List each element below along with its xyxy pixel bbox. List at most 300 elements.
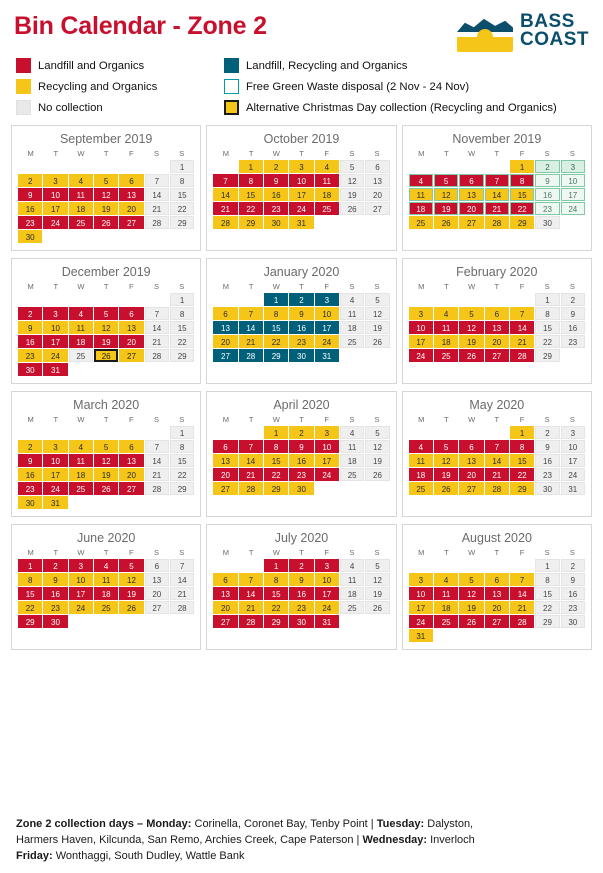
day-cell: 18 [434, 601, 458, 614]
dow-label: T [103, 149, 109, 158]
day-cell: 30 [18, 496, 42, 509]
day-cell: 2 [264, 160, 288, 173]
dow-label: S [349, 149, 355, 158]
day-cell: 5 [459, 573, 483, 586]
dow-label: M [222, 415, 230, 424]
dow-label: S [569, 548, 575, 557]
day-cell: 15 [264, 454, 288, 467]
day-cell: 4 [315, 160, 339, 173]
day-cell: 6 [119, 440, 143, 453]
day-cell: 6 [119, 174, 143, 187]
day-cell: 30 [18, 230, 42, 243]
day-of-week-header [213, 149, 389, 160]
day-cell: 4 [409, 440, 433, 453]
calendar-grid [0, 123, 603, 650]
day-cell: 6 [119, 307, 143, 320]
day-cell: 8 [535, 573, 559, 586]
day-cell: 16 [18, 335, 42, 348]
day-cell: 21 [485, 468, 509, 481]
dow-label: T [494, 415, 500, 424]
day-cell: 9 [289, 440, 313, 453]
day-cell: 15 [510, 454, 534, 467]
day-cell: 6 [213, 307, 237, 320]
day-cell: 20 [145, 587, 169, 600]
legend-item-green-waste [224, 77, 589, 96]
day-of-week-header [409, 149, 585, 160]
day-cell: 20 [365, 188, 389, 201]
dow-label: F [129, 282, 134, 291]
day-cell: 16 [535, 188, 559, 201]
day-cell: 25 [94, 601, 118, 614]
day-cell: 24 [409, 615, 433, 628]
dow-label: T [103, 415, 109, 424]
day-cell: 20 [119, 468, 143, 481]
day-cell: 9 [289, 573, 313, 586]
day-cell: 27 [119, 349, 143, 362]
day-cell: 22 [510, 468, 534, 481]
day-cell: 6 [365, 160, 389, 173]
day-cell: 2 [289, 426, 313, 439]
day-of-week-header [213, 282, 389, 293]
day-cell: 24 [43, 349, 67, 362]
day-cell: 4 [69, 174, 93, 187]
day-cell: 29 [510, 482, 534, 495]
day-cell: 17 [315, 454, 339, 467]
day-cell: 22 [264, 468, 288, 481]
day-cells [213, 293, 389, 362]
dow-label: F [324, 149, 329, 158]
day-cell: 19 [365, 454, 389, 467]
day-cell: 24 [289, 202, 313, 215]
dow-label: W [468, 282, 476, 291]
day-cell: 19 [459, 601, 483, 614]
day-cell: 13 [485, 587, 509, 600]
day-cell: 18 [94, 587, 118, 600]
day-cell: 14 [239, 587, 263, 600]
day-cell-empty [69, 426, 93, 439]
day-cell: 11 [69, 188, 93, 201]
dow-label: T [444, 415, 449, 424]
day-cells [18, 160, 194, 243]
day-cell: 3 [43, 307, 67, 320]
day-cell-empty [43, 426, 67, 439]
dow-label: T [248, 548, 254, 557]
day-cells [213, 160, 389, 229]
day-cell: 6 [213, 440, 237, 453]
legend-label: Alternative Christmas Day collection (Recycling and Organics) [246, 101, 557, 114]
day-cell: 9 [561, 573, 585, 586]
day-cell: 8 [170, 440, 194, 453]
day-cell: 31 [289, 216, 313, 229]
day-cell: 10 [43, 454, 67, 467]
day-cell: 2 [18, 174, 42, 187]
day-cell: 11 [315, 174, 339, 187]
dow-label: F [324, 415, 329, 424]
day-cell: 22 [264, 335, 288, 348]
day-cell: 2 [561, 293, 585, 306]
day-cell: 5 [94, 174, 118, 187]
dow-label: M [222, 548, 230, 557]
day-cell: 11 [434, 321, 458, 334]
legend [0, 52, 603, 123]
day-cell: 19 [94, 202, 118, 215]
dow-label: M [418, 415, 425, 424]
day-cell: 13 [213, 321, 237, 334]
day-cell: 7 [510, 307, 534, 320]
day-cell: 28 [239, 482, 263, 495]
day-cells [213, 559, 389, 628]
day-cell: 7 [239, 307, 263, 320]
day-cell: 14 [145, 188, 169, 201]
dow-label: M [418, 282, 425, 291]
day-cell: 21 [145, 202, 169, 215]
month-title: September 2019 [59, 132, 153, 146]
day-cell: 13 [459, 188, 483, 201]
month-title: March 2020 [73, 398, 140, 412]
day-cell: 15 [18, 587, 42, 600]
day-cell: 12 [365, 307, 389, 320]
dow-label: T [299, 282, 304, 291]
day-cell: 1 [510, 426, 534, 439]
day-cell: 26 [94, 216, 118, 229]
dow-label: S [374, 415, 380, 424]
month-title: July 2020 [274, 531, 329, 545]
day-cell: 13 [485, 321, 509, 334]
day-cell: 2 [535, 426, 559, 439]
day-cell-empty [510, 559, 534, 572]
day-cell: 23 [561, 335, 585, 348]
day-cell: 16 [561, 321, 585, 334]
day-cell: 14 [485, 454, 509, 467]
day-cell: 28 [145, 482, 169, 495]
day-cell: 28 [239, 615, 263, 628]
day-cells [18, 426, 194, 509]
day-cell: 26 [340, 202, 364, 215]
dow-label: T [444, 149, 449, 158]
day-cell-empty [69, 160, 93, 173]
dow-label: T [103, 548, 109, 557]
day-cell: 31 [43, 496, 67, 509]
dow-label: W [468, 149, 476, 158]
day-cell: 17 [315, 321, 339, 334]
day-cell: 23 [289, 335, 313, 348]
legend-item-no-collection [16, 98, 216, 117]
day-cell: 10 [43, 321, 67, 334]
day-cell-empty [18, 293, 42, 306]
day-cell: 8 [170, 307, 194, 320]
day-cell: 1 [170, 293, 194, 306]
day-cell: 9 [535, 440, 559, 453]
legend-swatch-icon [224, 79, 239, 94]
day-cell: 7 [239, 573, 263, 586]
day-cell: 16 [43, 587, 67, 600]
day-cell-empty [18, 160, 42, 173]
day-cell: 7 [145, 307, 169, 320]
footer-bold-friday: Friday: [16, 850, 53, 863]
day-cell-empty [485, 559, 509, 572]
legend-swatch-icon [16, 58, 31, 73]
day-cell: 28 [485, 216, 509, 229]
day-cell: 30 [289, 615, 313, 628]
day-cell: 4 [434, 307, 458, 320]
month-card [11, 391, 201, 517]
day-cell: 23 [535, 468, 559, 481]
footer-line-3 [16, 849, 589, 865]
month-title: February 2020 [456, 265, 538, 279]
legend-label: Free Green Waste disposal (2 Nov - 24 Nov) [246, 80, 470, 93]
day-cell: 25 [340, 601, 364, 614]
day-cell: 9 [264, 174, 288, 187]
day-cell: 20 [459, 202, 483, 215]
day-cell: 26 [365, 335, 389, 348]
day-cell: 13 [119, 454, 143, 467]
dow-label: S [154, 149, 160, 158]
day-cell-empty [213, 293, 237, 306]
day-cell: 25 [69, 349, 93, 362]
day-cell: 10 [409, 587, 433, 600]
day-cell-empty [434, 559, 458, 572]
dow-label: F [129, 548, 134, 557]
day-cell: 10 [409, 321, 433, 334]
day-cell: 25 [409, 216, 433, 229]
footer-line-1 [16, 817, 589, 833]
day-cell: 5 [365, 293, 389, 306]
legend-item-recycling-organics [16, 77, 216, 96]
day-cell: 5 [365, 426, 389, 439]
day-of-week-header [213, 548, 389, 559]
day-cell: 24 [409, 349, 433, 362]
legend-swatch-icon [224, 58, 239, 73]
day-cell: 29 [535, 615, 559, 628]
day-cell: 17 [43, 335, 67, 348]
day-cell: 10 [315, 307, 339, 320]
logo-mark-icon [457, 10, 513, 52]
day-cell: 6 [213, 573, 237, 586]
dow-label: T [53, 415, 59, 424]
day-cell: 21 [239, 335, 263, 348]
day-cell: 16 [289, 321, 313, 334]
dow-label: W [77, 415, 85, 424]
day-cell: 17 [561, 454, 585, 467]
logo-wordmark [520, 10, 589, 50]
day-cell: 5 [434, 174, 458, 187]
dow-label: T [248, 149, 254, 158]
footer-text-tuesday: Dalyston, [424, 818, 474, 831]
day-cell: 26 [94, 482, 118, 495]
day-cell: 11 [409, 454, 433, 467]
day-of-week-header [409, 415, 585, 426]
day-cell: 19 [365, 321, 389, 334]
month-card [402, 258, 592, 384]
day-cell: 23 [18, 349, 42, 362]
day-cell-empty [434, 426, 458, 439]
month-card [402, 524, 592, 650]
day-cell-empty [409, 559, 433, 572]
day-cell: 8 [170, 174, 194, 187]
day-cell: 16 [535, 454, 559, 467]
day-cell: 16 [264, 188, 288, 201]
dow-label: W [77, 149, 85, 158]
day-cell: 22 [239, 202, 263, 215]
day-cell: 5 [119, 559, 143, 572]
legend-label: No collection [38, 101, 103, 114]
dow-label: M [27, 548, 34, 557]
dow-label: M [222, 149, 230, 158]
day-of-week-header [18, 149, 194, 160]
day-cell: 27 [145, 601, 169, 614]
day-cells [409, 293, 585, 362]
day-cell: 13 [365, 174, 389, 187]
day-cell: 23 [535, 202, 559, 215]
dow-label: F [519, 548, 525, 557]
day-cell: 7 [145, 174, 169, 187]
month-card [206, 391, 396, 517]
day-cell: 4 [340, 426, 364, 439]
day-cell: 16 [289, 587, 313, 600]
dow-label: T [299, 415, 304, 424]
day-cell: 17 [69, 587, 93, 600]
dow-label: F [324, 282, 329, 291]
day-cell: 9 [535, 174, 559, 187]
day-cell: 31 [315, 615, 339, 628]
dow-label: M [418, 149, 425, 158]
dow-label: F [324, 548, 329, 557]
day-cell: 4 [409, 174, 433, 187]
day-cell: 24 [315, 335, 339, 348]
footer-line-2 [16, 833, 589, 849]
day-cell: 16 [18, 468, 42, 481]
month-card [206, 524, 396, 650]
day-cell: 3 [315, 426, 339, 439]
day-cell: 14 [510, 587, 534, 600]
day-cell: 21 [239, 468, 263, 481]
day-cell: 5 [434, 440, 458, 453]
day-cell-empty [213, 559, 237, 572]
day-cell: 20 [485, 335, 509, 348]
day-cell: 9 [289, 307, 313, 320]
day-cell: 1 [264, 293, 288, 306]
footer-text-monday: Corinella, Coronet Bay, Tenby Point | [191, 818, 377, 831]
day-cell: 19 [94, 335, 118, 348]
footer-bold-monday: Zone 2 collection days – Monday: [16, 818, 192, 831]
day-cell-empty [239, 293, 263, 306]
day-cell-empty [485, 293, 509, 306]
day-cell-empty [94, 426, 118, 439]
day-cell: 30 [289, 482, 313, 495]
dow-label: T [53, 149, 59, 158]
day-cell: 13 [145, 573, 169, 586]
day-cell: 19 [459, 335, 483, 348]
dow-label: W [468, 548, 476, 557]
page-header [0, 0, 603, 52]
day-cell-empty [145, 160, 169, 173]
day-cell: 29 [18, 615, 42, 628]
dow-label: W [272, 149, 280, 158]
day-cell: 29 [170, 482, 194, 495]
day-cell: 19 [434, 202, 458, 215]
day-cell: 9 [18, 321, 42, 334]
dow-label: S [154, 548, 160, 557]
day-cell: 17 [409, 601, 433, 614]
day-cell: 27 [213, 482, 237, 495]
month-card [206, 258, 396, 384]
day-cell: 27 [365, 202, 389, 215]
day-cell: 29 [535, 349, 559, 362]
day-cell: 9 [18, 454, 42, 467]
day-cell: 27 [485, 349, 509, 362]
month-title: June 2020 [76, 531, 136, 545]
day-cell: 12 [94, 188, 118, 201]
day-cell-empty [409, 293, 433, 306]
day-cell: 2 [18, 440, 42, 453]
day-cell: 2 [535, 160, 559, 173]
day-cell-empty [485, 426, 509, 439]
bass-coast-logo [457, 10, 589, 52]
day-cell: 26 [459, 349, 483, 362]
day-cell: 2 [43, 559, 67, 572]
day-cell: 25 [69, 482, 93, 495]
logo-line-1: BASS [520, 10, 575, 32]
day-cells [18, 293, 194, 376]
day-cell: 20 [459, 468, 483, 481]
dow-label: M [27, 415, 34, 424]
dow-label: S [569, 149, 575, 158]
day-cell: 26 [94, 349, 118, 362]
day-cell: 8 [264, 440, 288, 453]
day-cell: 7 [485, 440, 509, 453]
day-cell: 15 [264, 321, 288, 334]
day-cell: 11 [94, 573, 118, 586]
day-cell-empty [459, 426, 483, 439]
legend-label: Recycling and Organics [38, 80, 158, 93]
day-cell: 12 [365, 440, 389, 453]
page-title: Bin Calendar - Zone 2 [14, 12, 267, 40]
day-cell: 8 [535, 307, 559, 320]
day-of-week-header [18, 415, 194, 426]
day-cell: 22 [264, 601, 288, 614]
day-cell: 3 [43, 174, 67, 187]
day-cell: 28 [239, 349, 263, 362]
day-cell: 3 [69, 559, 93, 572]
day-cell: 13 [213, 454, 237, 467]
day-cell-empty [43, 293, 67, 306]
day-cell: 8 [264, 573, 288, 586]
day-cell: 19 [434, 468, 458, 481]
day-cell: 12 [459, 587, 483, 600]
dow-label: T [299, 149, 304, 158]
day-cell: 19 [94, 468, 118, 481]
day-cell: 12 [459, 321, 483, 334]
day-cell: 4 [69, 307, 93, 320]
day-cell: 15 [510, 188, 534, 201]
dow-label: S [154, 282, 160, 291]
day-cell: 1 [535, 559, 559, 572]
day-cell: 24 [315, 601, 339, 614]
day-cell: 28 [170, 601, 194, 614]
day-cell: 10 [561, 440, 585, 453]
day-cell: 11 [340, 440, 364, 453]
day-cell-empty [145, 293, 169, 306]
day-cell: 12 [119, 573, 143, 586]
day-cell: 21 [510, 601, 534, 614]
day-cell-empty [119, 426, 143, 439]
day-cell: 12 [340, 174, 364, 187]
dow-label: T [103, 282, 109, 291]
day-cell: 1 [170, 426, 194, 439]
month-title: December 2019 [61, 265, 151, 279]
day-cell: 2 [289, 559, 313, 572]
dow-label: W [468, 415, 476, 424]
